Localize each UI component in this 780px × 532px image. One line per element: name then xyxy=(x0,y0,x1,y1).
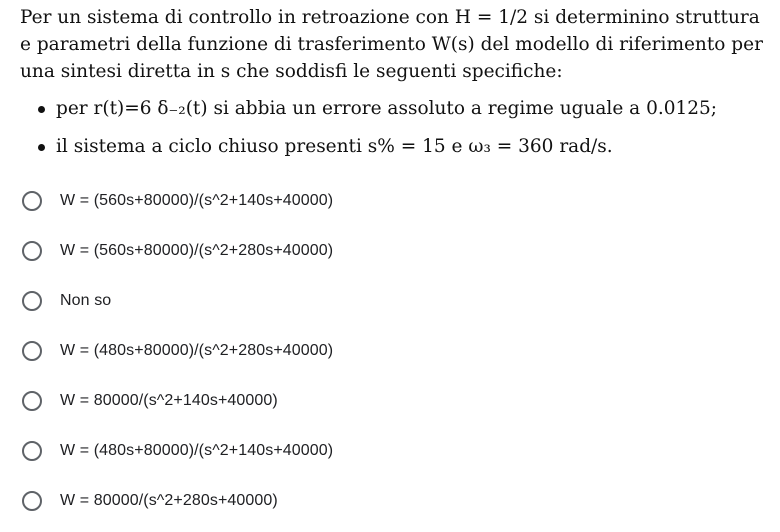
answer-option[interactable] xyxy=(22,376,762,426)
question-line-2: e parametri della funzione di trasferimento W(s) del modello di riferimento per xyxy=(20,34,763,55)
radio-button-icon[interactable] xyxy=(22,391,42,411)
question-text xyxy=(20,4,768,85)
specification-item xyxy=(36,130,717,168)
radio-button-icon[interactable] xyxy=(22,341,42,361)
answer-option-label[interactable]: W = 80000/(s^2+140s+40000) xyxy=(60,392,278,409)
answer-option-label[interactable]: W = (480s+80000)/(s^2+280s+40000) xyxy=(60,342,334,359)
specification-text: il sistema a ciclo chiuso presenti s% = 15 e ω₃ = 360 rad/s. xyxy=(56,136,613,157)
radio-button-icon[interactable] xyxy=(22,441,42,461)
answer-option[interactable] xyxy=(22,176,762,226)
specification-text: per r(t)=6 δ₋₂(t) si abbia un errore assoluto a regime uguale a 0.0125; xyxy=(56,98,718,119)
radio-button-icon[interactable] xyxy=(22,291,42,311)
answer-option[interactable] xyxy=(22,326,762,376)
answer-option-label[interactable]: W = (560s+80000)/(s^2+140s+40000) xyxy=(60,192,334,209)
specification-list xyxy=(36,92,717,168)
answer-option[interactable] xyxy=(22,226,762,276)
question-line-1: Per un sistema di controllo in retroazione con H = 1/2 si determinino struttura xyxy=(20,7,760,28)
question-line-3: una sintesi diretta in s che soddisfi le seguenti specifiche: xyxy=(20,61,563,82)
answer-option[interactable] xyxy=(22,276,762,326)
radio-button-icon[interactable] xyxy=(22,191,42,211)
answer-option-label[interactable]: Non so xyxy=(60,292,112,309)
bullet-icon xyxy=(38,106,45,113)
answer-options xyxy=(22,176,762,526)
bullet-icon xyxy=(38,144,45,151)
radio-button-icon[interactable] xyxy=(22,241,42,261)
answer-option[interactable] xyxy=(22,426,762,476)
answer-option-label[interactable]: W = 80000/(s^2+280s+40000) xyxy=(60,492,278,509)
answer-option-label[interactable]: W = (560s+80000)/(s^2+280s+40000) xyxy=(60,242,334,259)
specification-item xyxy=(36,92,717,130)
answer-option-label[interactable]: W = (480s+80000)/(s^2+140s+40000) xyxy=(60,442,334,459)
radio-button-icon[interactable] xyxy=(22,491,42,511)
answer-option[interactable] xyxy=(22,476,762,526)
